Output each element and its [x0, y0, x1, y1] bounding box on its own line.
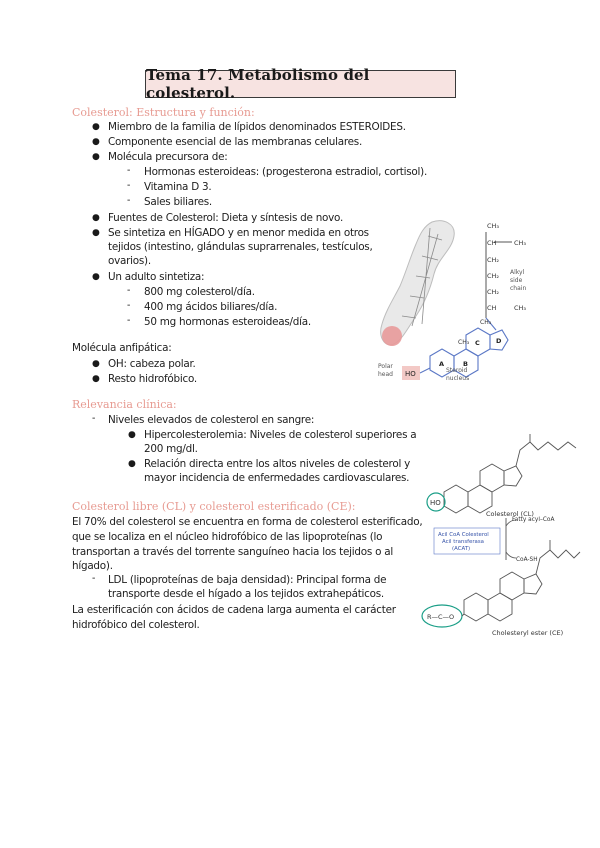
section-heading-free-ester: Colesterol libre (CL) y colesterol esterificado (CE): — [72, 500, 356, 513]
dash-icon: - — [127, 165, 131, 176]
polar-head-label: Polar — [378, 363, 393, 370]
cholesterol-structure-figure — [372, 216, 532, 388]
paragraph-line: La esterificación con ácidos de cadena larga aumenta el carácter — [72, 604, 396, 616]
paragraph-line: hígado). — [72, 560, 113, 572]
side-chain-label: CH — [487, 239, 497, 247]
dash-icon: - — [127, 315, 131, 326]
alkyl-label: side — [510, 277, 523, 284]
section-heading-clinical: Relevancia clínica: — [72, 398, 177, 411]
esterification-figure — [416, 430, 582, 642]
ring-label: A — [439, 360, 445, 368]
side-chain-label: CH₃ — [514, 239, 527, 247]
list-item: OH: cabeza polar. — [108, 358, 196, 370]
steroid-label: nucleus — [446, 375, 470, 382]
paragraph-line: El 70% del colesterol se encuentra en forma de colesterol esterificado, — [72, 516, 423, 528]
list-item: Relación directa entre los altos niveles de colesterol y — [144, 458, 411, 470]
methyl-label: CH₃ — [480, 319, 492, 326]
side-chain-label: CH — [487, 304, 497, 312]
methyl-label: CH₃ — [458, 339, 470, 346]
list-item-continued: mayor incidencia de enfermedades cardiovasculares. — [144, 472, 410, 484]
steroid-rings-icon — [430, 318, 508, 377]
list-item: Hipercolesterolemia: Niveles de colesterol superiores a — [144, 429, 417, 441]
bullet-icon: ● — [92, 228, 100, 238]
polar-head-label: head — [378, 371, 393, 378]
side-chain-label: CH₂ — [487, 272, 500, 280]
list-item: Miembro de la familia de lípidos denominados ESTEROIDES. — [108, 121, 406, 133]
ester-group-label: R—C—O — [427, 613, 455, 621]
list-item-continued: ovarios). — [108, 255, 151, 267]
list-item: 50 mg hormonas esteroideas/día. — [144, 316, 311, 328]
list-item: Niveles elevados de colesterol en sangre: — [108, 414, 315, 426]
bullet-icon: ● — [92, 374, 100, 384]
list-item: 400 mg ácidos biliares/día. — [144, 301, 278, 313]
section-heading-structure: Colesterol: Estructura y función: — [72, 106, 255, 119]
dash-icon: - — [127, 285, 131, 296]
alkyl-label: chain — [510, 285, 527, 292]
enzyme-label: Acil transferasa — [442, 539, 484, 545]
ring-label: D — [496, 337, 502, 345]
bullet-icon: ● — [128, 459, 136, 469]
enzyme-label: (ACAT) — [452, 546, 471, 552]
list-item: LDL (lipoproteínas de baja densidad): Principal forma de — [108, 574, 387, 586]
list-item: Resto hidrofóbico. — [108, 373, 197, 385]
side-chain-label: CH₂ — [487, 256, 500, 264]
fatty-acyl-label: Fatty acyl–CoA — [512, 517, 555, 523]
paragraph-line: transportan a través del torrente sanguíneo hacia los tejidos o al — [72, 546, 393, 558]
side-chain-label: CH₃ — [514, 304, 527, 312]
space-filling-model-icon — [381, 221, 454, 346]
list-item-continued: tejidos (intestino, glándulas suprarrenales, testículos, — [108, 241, 373, 253]
list-item: Se sintetiza en HÍGADO y en menor medida en otros — [108, 227, 369, 239]
dash-icon: - — [92, 413, 96, 424]
dash-icon: - — [127, 180, 131, 191]
amphipathic-label: Molécula anfipática: — [72, 342, 172, 354]
list-item: Componente esencial de las membranas celulares. — [108, 136, 362, 148]
bullet-icon: ● — [92, 152, 100, 162]
list-item: Sales biliares. — [144, 196, 212, 208]
list-item-continued: transporte desde el hígado a los tejidos extrahepáticos. — [108, 588, 384, 600]
list-item: Molécula precursora de: — [108, 151, 228, 163]
paragraph-line: que se localiza en el núcleo hidrofóbico de las lipoproteínas (lo — [72, 531, 383, 543]
list-item: 800 mg colesterol/día. — [144, 286, 255, 298]
side-chain-label: CH₃ — [487, 222, 500, 230]
bullet-icon: ● — [92, 122, 100, 132]
ring-label: B — [463, 360, 468, 368]
enzyme-label: Acil CoA Colesterol — [438, 532, 489, 538]
coa-label: CoA-SH — [516, 557, 538, 563]
bullet-icon: ● — [92, 137, 100, 147]
side-chain-label: CH₂ — [487, 288, 500, 296]
cl-label: Colesterol (CL) — [486, 510, 534, 518]
dash-icon: - — [127, 300, 131, 311]
list-item: Vitamina D 3. — [144, 181, 212, 193]
dash-icon: - — [92, 573, 96, 584]
ho-label: HO — [405, 370, 416, 378]
bullet-icon: ● — [92, 359, 100, 369]
ce-label: Cholesteryl ester (CE) — [492, 629, 564, 637]
bullet-icon: ● — [128, 430, 136, 440]
page-title: Tema 17. Metabolismo del colesterol. — [145, 70, 456, 98]
steroid-label: Steroid — [446, 367, 468, 374]
list-item-continued: 200 mg/dl. — [144, 443, 198, 455]
ring-label: C — [475, 339, 480, 347]
bullet-icon: ● — [92, 213, 100, 223]
alkyl-label: Alkyl — [510, 269, 525, 276]
cholesterol-molecule-icon — [444, 434, 576, 513]
dash-icon: - — [127, 195, 131, 206]
ho-label: HO — [430, 499, 441, 507]
list-item: Fuentes de Colesterol: Dieta y síntesis de novo. — [108, 212, 344, 224]
list-item: Hormonas esteroideas: (progesterona estradiol, cortisol). — [144, 166, 428, 178]
paragraph-line: hidrofóbico del colesterol. — [72, 619, 200, 631]
list-item: Un adulto sintetiza: — [108, 271, 205, 283]
bullet-icon: ● — [92, 272, 100, 282]
